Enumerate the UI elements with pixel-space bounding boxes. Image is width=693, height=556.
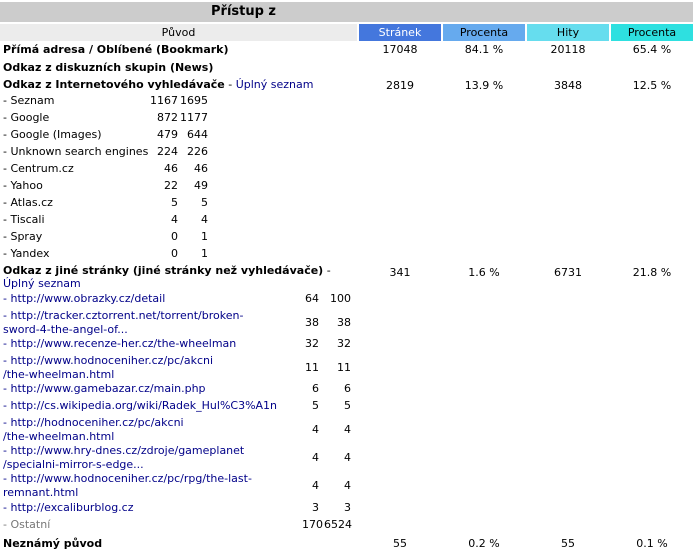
referrer-url-line1: - http://excaliburblog.cz (3, 501, 134, 514)
table-title-text: Přístup z (211, 4, 276, 19)
header-procenta-hity: Procenta (611, 24, 693, 41)
row-prima-procenta1: 84.1 % (464, 43, 504, 56)
row-neznamy-stranek: 55 (393, 537, 407, 550)
search-engine-name: - Google (Images) (3, 128, 102, 141)
row-jine-procenta1: 1.6 % (468, 266, 500, 279)
ostatni-hits: 6524 (324, 518, 352, 531)
referrer-pages: 38 (305, 316, 319, 329)
row-jine-hity: 6731 (554, 266, 582, 279)
referrer-link[interactable] (3, 416, 184, 444)
search-engine-name: - Spray (3, 230, 43, 243)
table-title (0, 2, 693, 22)
search-engine-hits: 644 (187, 128, 208, 141)
header-hity: Hity (527, 24, 609, 41)
referrer-url-line1: - http://www.obrazky.cz/detail (3, 292, 166, 305)
row-neznamy-hity: 55 (561, 537, 575, 550)
referrer-url-line1: - http://www.hodnoceniher.cz/pc/rpg/the-last- (3, 472, 252, 485)
row-prima-hity: 20118 (550, 43, 586, 56)
referrer-url-line2: remnant.html (3, 486, 79, 499)
row-jine: Odkaz z jiné stránky (jiné stránky než vyhledávače) - Úplný seznam (3, 264, 331, 290)
referrer-hits: 4 (344, 479, 351, 492)
referrer-url-line2: /the-wheelman.html (3, 368, 115, 381)
search-engine-hits: 4 (201, 213, 208, 226)
referrer-url-line1: - http://cs.wikipedia.org/wiki/Radek_Hul%C3%A1n (3, 399, 278, 412)
search-engine-hits: 1 (201, 230, 208, 243)
referrer-pages: 4 (312, 479, 319, 492)
referrer-pages: 5 (312, 399, 319, 412)
search-engine-pages: 224 (157, 145, 178, 158)
referrer-link[interactable] (3, 399, 277, 413)
referrer-pages: 32 (305, 337, 319, 350)
referrer-hits: 5 (344, 399, 351, 412)
referrer-hits: 32 (337, 337, 351, 350)
row-neznamy-procenta1: 0.2 % (468, 537, 500, 550)
referrer-hits: 100 (330, 292, 351, 305)
search-engine-name: - Yahoo (3, 179, 43, 192)
referrer-link[interactable] (3, 354, 213, 382)
referrer-pages: 4 (312, 451, 319, 464)
referrer-pages: 3 (312, 501, 319, 514)
row-vyhledavac-procenta1: 13.9 % (464, 79, 504, 92)
header-procenta-stranek: Procenta (443, 24, 525, 41)
referrer-url-line1: - http://www.hodnoceniher.cz/pc/akcni (3, 354, 214, 367)
row-vyhledavac-hity: 3848 (554, 79, 582, 92)
row-jine-stranek: 341 (389, 266, 411, 279)
row-vyhledavac-stranek: 2819 (386, 79, 414, 92)
search-engine-pages: 0 (171, 230, 178, 243)
row-prima-label: Přímá adresa / Oblíbené (Bookmark) (3, 43, 229, 56)
referrer-hits: 3 (344, 501, 351, 514)
jine-full-list-link[interactable]: Úplný seznam (3, 277, 81, 290)
row-prima-procenta2: 65.4 % (632, 43, 672, 56)
search-engine-pages: 4 (171, 213, 178, 226)
search-engine-pages: 0 (171, 247, 178, 260)
row-jine-label: Odkaz z jiné stránky (jiné stránky než vyhledávače) (3, 264, 324, 277)
vyhledavac-full-list-link[interactable]: Úplný seznam (235, 78, 314, 91)
referrer-link[interactable] (3, 292, 165, 306)
row-neznamy-procenta2: 0.1 % (636, 537, 668, 550)
row-vyhledavac-procenta2: 12.5 % (632, 79, 672, 92)
referrer-hits: 4 (344, 451, 351, 464)
search-engine-hits: 1 (201, 247, 208, 260)
referrer-url-line1: - http://hodnoceniher.cz/pc/akcni (3, 416, 184, 429)
referrer-link[interactable] (3, 472, 252, 500)
search-engine-hits: 5 (201, 196, 208, 209)
row-prima-stranek: 17048 (382, 43, 418, 56)
search-engine-hits: 1177 (180, 111, 208, 124)
row-neznamy-label: Neznámý původ (3, 537, 103, 550)
header-puvod: Původ (0, 24, 357, 41)
referrer-url-line1: - http://www.recenze-her.cz/the-wheelman (3, 337, 237, 350)
referrer-pages: 6 (312, 382, 319, 395)
referrer-link[interactable] (3, 501, 134, 515)
referrer-url-line2: sword-4-the-angel-of... (3, 323, 128, 336)
search-engine-hits: 1695 (180, 94, 208, 107)
search-engine-name: - Unknown search engines (3, 145, 149, 158)
referrer-link[interactable] (3, 382, 206, 396)
row-jine-procenta2: 21.8 % (632, 266, 672, 279)
search-engine-pages: 479 (157, 128, 178, 141)
referrer-url-line1: - http://www.gamebazar.cz/main.php (3, 382, 206, 395)
referrer-hits: 4 (344, 423, 351, 436)
search-engine-pages: 5 (171, 196, 178, 209)
search-engine-hits: 46 (194, 162, 208, 175)
search-engine-pages: 872 (157, 111, 178, 124)
referrer-link[interactable] (3, 309, 243, 337)
search-engine-name: - Seznam (3, 94, 55, 107)
referrer-url-line2: /the-wheelman.html (3, 430, 115, 443)
referrer-url-line2: /specialni-mirror-s-edge... (3, 458, 144, 471)
referrer-pages: 4 (312, 423, 319, 436)
search-engine-name: - Yandex (3, 247, 50, 260)
search-engine-name: - Centrum.cz (3, 162, 74, 175)
search-engine-hits: 49 (194, 179, 208, 192)
ostatni-label: - Ostatní (3, 518, 51, 531)
referrer-link[interactable] (3, 444, 244, 472)
header-stranek: Stránek (359, 24, 441, 41)
row-vyhledavac: Odkaz z Internetového vyhledávače - Úplný seznam (3, 78, 314, 91)
search-engine-name: - Tiscali (3, 213, 45, 226)
referrer-pages: 64 (305, 292, 319, 305)
referrer-pages: 11 (305, 361, 319, 374)
referrer-hits: 6 (344, 382, 351, 395)
search-engine-hits: 226 (187, 145, 208, 158)
search-engine-name: - Google (3, 111, 50, 124)
row-diskuze-label: Odkaz z diskuzních skupin (News) (3, 61, 214, 74)
referrer-url-line1: - http://tracker.cztorrent.net/torrent/broken- (3, 309, 244, 322)
row-vyhledavac-label: Odkaz z Internetového vyhledávače (3, 78, 225, 91)
referrer-hits: 11 (337, 361, 351, 374)
search-engine-pages: 46 (164, 162, 178, 175)
ostatni-pages: 170 (302, 518, 323, 531)
referrer-hits: 38 (337, 316, 351, 329)
search-engine-name: - Atlas.cz (3, 196, 53, 209)
referrer-url-line1: - http://www.hry-dnes.cz/zdroje/gameplanet (3, 444, 245, 457)
search-engine-pages: 1167 (150, 94, 178, 107)
search-engine-pages: 22 (164, 179, 178, 192)
referrer-link[interactable] (3, 337, 236, 351)
